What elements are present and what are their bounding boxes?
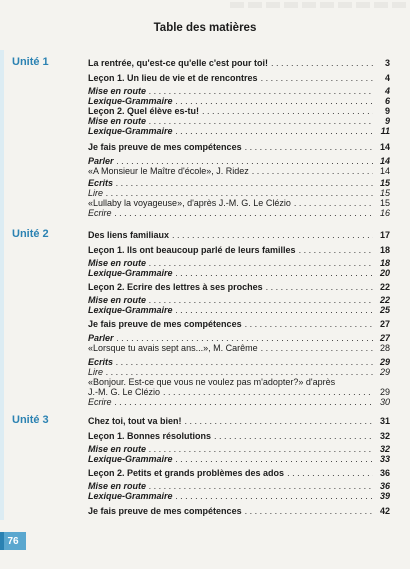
- toc-page-number: 14: [379, 142, 390, 152]
- toc-page-number: 29: [379, 357, 390, 367]
- toc-page-number: 28: [379, 343, 390, 353]
- toc-page-number: 36: [379, 481, 390, 491]
- toc-entry[interactable]: [88, 467, 390, 479]
- toc-entry[interactable]: [88, 165, 390, 177]
- toc-page-number: 15: [379, 188, 390, 198]
- faint-bleed-text: [230, 2, 410, 8]
- toc-page-number: 16: [379, 208, 390, 218]
- toc-entry-text: Lire: [88, 188, 104, 198]
- toc-entry[interactable]: [88, 207, 390, 219]
- toc-entry-text: Mise en route: [88, 86, 147, 96]
- toc-entry-text: Je fais preuve de mes compétences: [88, 142, 242, 152]
- toc-entry-text: Leçon 1. Un lieu de vie et de rencontres: [88, 73, 258, 83]
- toc-page-number: 32: [379, 444, 390, 454]
- toc-entry-text: Parler: [88, 156, 114, 166]
- toc-entry-text: Lexique-Grammaire: [88, 305, 173, 315]
- toc-page-number: 33: [379, 454, 390, 464]
- toc-page-number: 17: [379, 230, 390, 240]
- unit-1-label: Unité 1: [12, 56, 49, 68]
- toc-entry[interactable]: [88, 318, 390, 330]
- unit-1-title-row[interactable]: [88, 57, 390, 69]
- toc-entry-text: Ecrire: [88, 208, 112, 218]
- toc-entry-text: Lexique-Grammaire: [88, 491, 173, 501]
- toc-entry[interactable]: [88, 490, 390, 502]
- toc-entry[interactable]: [88, 244, 390, 256]
- toc-entry-text: Lexique-Grammaire: [88, 268, 173, 278]
- page-number-band: [0, 532, 4, 550]
- toc-entry[interactable]: [88, 342, 390, 354]
- toc-page-number: 15: [379, 178, 390, 188]
- toc-entry-text: Lexique-Grammaire: [88, 126, 173, 136]
- toc-entry-text: Des liens familiaux: [88, 230, 170, 240]
- toc-entry-text: Leçon 2. Quel élève es-tu!: [88, 106, 200, 116]
- unit-3-title-row[interactable]: [88, 415, 390, 427]
- toc-entry[interactable]: [88, 453, 390, 465]
- toc-page-number: 9: [384, 106, 390, 116]
- toc-entry-text: Lexique-Grammaire: [88, 96, 173, 106]
- toc-entry-text: Mise en route: [88, 258, 147, 268]
- toc-page-number: 32: [379, 431, 390, 441]
- page-number: 76: [0, 532, 26, 550]
- toc-page-number: 14: [379, 156, 390, 166]
- toc-page-number: 18: [379, 258, 390, 268]
- toc-entry[interactable]: [88, 125, 390, 137]
- toc-page-number: 3: [384, 58, 390, 68]
- toc-entry[interactable]: [88, 505, 390, 517]
- toc-page-number: 14: [379, 166, 390, 176]
- toc-page-number: 27: [379, 333, 390, 343]
- toc-entry-text: «Lorsque tu avais sept ans...», M. Carême: [88, 343, 258, 353]
- toc-page-number: 9: [384, 116, 390, 126]
- toc-entry[interactable]: [88, 72, 390, 84]
- toc-entry[interactable]: [88, 396, 390, 408]
- toc-entry[interactable]: [88, 141, 390, 153]
- toc-page-number: 11: [380, 126, 390, 136]
- toc-entry-text: Lire: [88, 367, 104, 377]
- toc-entry-text: Leçon 2. Ecrire des lettres à ses proches: [88, 282, 263, 292]
- toc-page-number: 30: [379, 397, 390, 407]
- toc-entry-text: Parler: [88, 333, 114, 343]
- toc-entry-text[interactable]: «Bonjour. Est-ce que vous ne voulez pas m'adopter?» d'après: [88, 377, 336, 387]
- toc-entry-text: Chez toi, tout va bien!: [88, 416, 182, 426]
- toc-page-number: 31: [379, 416, 390, 426]
- toc-entry-text: Ecrits: [88, 178, 114, 188]
- toc-entry-text: Mise en route: [88, 295, 147, 305]
- sidebar-band: [0, 50, 4, 520]
- toc-entry-text: Je fais preuve de mes compétences: [88, 319, 242, 329]
- toc-page-number: 25: [379, 305, 390, 315]
- toc-entry-text: Ecrire: [88, 397, 112, 407]
- toc-page-number: 39: [379, 491, 390, 501]
- page-title: Table des matières: [153, 22, 257, 34]
- toc-page-number: 22: [379, 282, 390, 292]
- toc-page-number: 36: [379, 468, 390, 478]
- toc-entry-text: Mise en route: [88, 116, 147, 126]
- toc-entry[interactable]: [88, 430, 390, 442]
- toc-entry-text: Lexique-Grammaire: [88, 454, 173, 464]
- unit-2-title-row[interactable]: [88, 229, 390, 241]
- toc-entry-text: J.-M. G. Le Clézio: [88, 387, 161, 397]
- toc-entry-text: Leçon 2. Petits et grands problèmes des ados: [88, 468, 285, 478]
- toc-page-number: 15: [379, 198, 390, 208]
- toc-entry-text: Je fais preuve de mes compétences: [88, 506, 242, 516]
- toc-page-number: 6: [384, 96, 390, 106]
- toc-entry[interactable]: [88, 281, 390, 293]
- toc-page-number: 29: [379, 367, 390, 377]
- toc-entry-text: La rentrée, qu'est-ce qu'elle c'est pour toi!: [88, 58, 268, 68]
- toc-entry-text: «Lullaby la voyageuse», d'après J.-M. G. Le Clézio: [88, 198, 291, 208]
- toc-entry-text: Mise en route: [88, 444, 147, 454]
- toc-entry[interactable]: [88, 304, 390, 316]
- toc-entry-text: Ecrits: [88, 357, 114, 367]
- toc-page-number: 20: [379, 268, 390, 278]
- toc-page-number: 4: [384, 86, 390, 96]
- unit-3-label: Unité 3: [12, 414, 49, 426]
- toc-entry-text: «A Monsieur le Maître d'école», J. Ridez: [88, 166, 249, 176]
- toc-page-number: 4: [384, 73, 390, 83]
- toc-page-number: 42: [379, 506, 390, 516]
- toc-entry-text: Leçon 1. Bonnes résolutions: [88, 431, 212, 441]
- toc-page-number: 18: [379, 245, 390, 255]
- toc-page-number: 29: [379, 387, 390, 397]
- toc-entry-text: Mise en route: [88, 481, 147, 491]
- toc-page-number: 22: [379, 295, 390, 305]
- toc-entry-text: Leçon 1. Ils ont beaucoup parlé de leurs familles: [88, 245, 296, 255]
- toc-page-number: 27: [379, 319, 390, 329]
- toc-entry[interactable]: [88, 267, 390, 279]
- unit-2-label: Unité 2: [12, 228, 49, 240]
